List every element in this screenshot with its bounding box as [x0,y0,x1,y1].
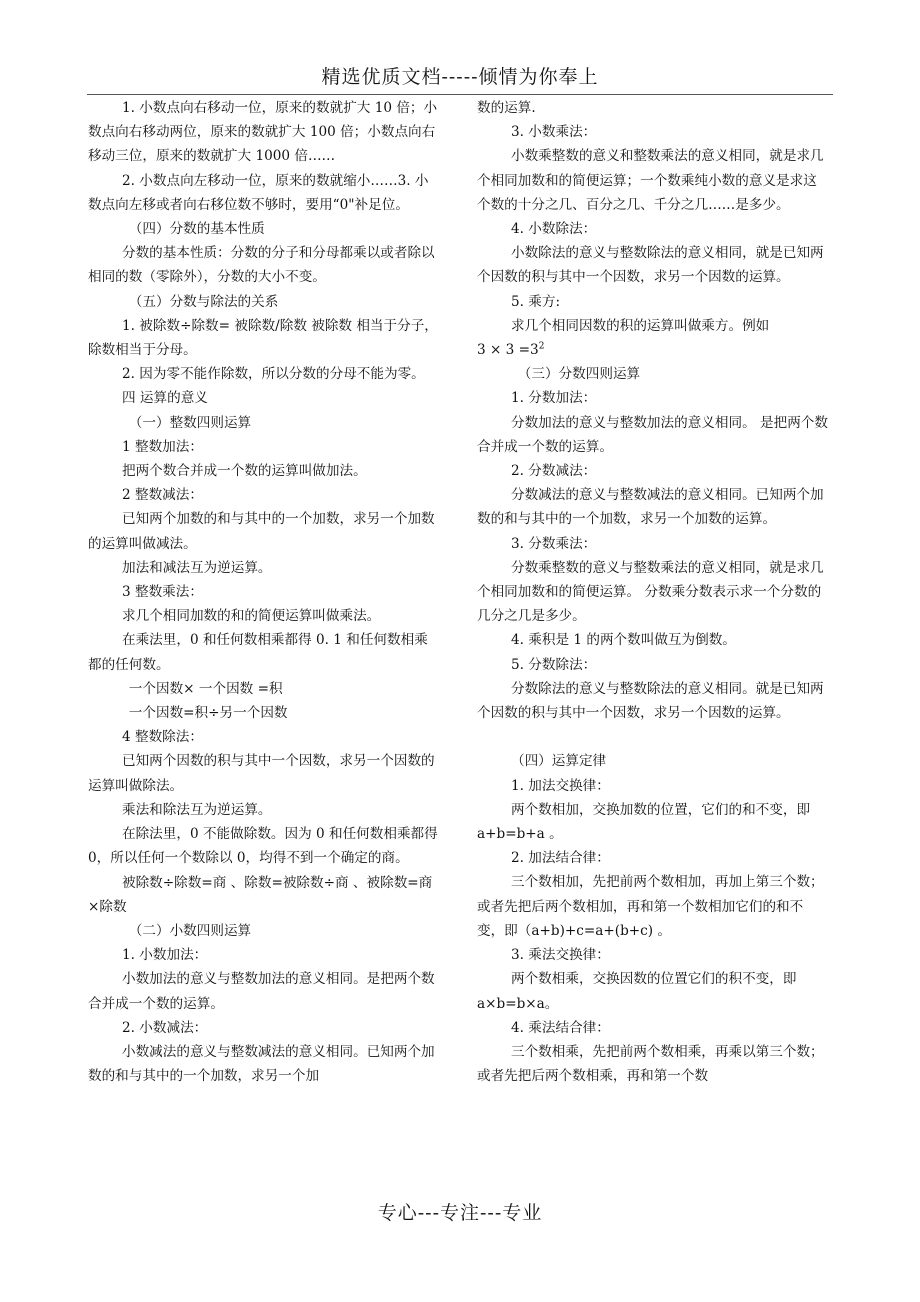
item-heading: 2. 分数减法： [511,463,597,480]
paragraph: 把两个数合并成一个数的运算叫做加法。 [122,463,367,480]
chapter-heading: 四 运算的意义 [122,390,208,407]
formula: 被除数÷除数=商 、除数=被除数÷商 、被除数=商×除数 [88,874,433,915]
paragraph: 1. 被除数÷除数= 被除数/除数 被除数 相当于分子，除数相当于分母。 [88,317,438,359]
item-heading: 5. 乘方: [511,293,561,310]
paragraph: 小数除法的意义与整数除法的意义相同，就是已知两个因数的积与其中一个因数，求另一个因数的运算。 [477,245,824,286]
formula: 一个因数=积÷另一个因数 [128,705,288,722]
paragraph: 求几个相同加数的和的简便运算叫做乘法。 [122,608,381,625]
paragraph: 两个数相加，交换加数的位置，它们的和不变，即 a+b=b+a 。 [477,801,811,843]
paragraph: 求几个相同因数的积的运算叫做乘方。例如 [511,317,770,334]
paragraph: 三个数相乘，先把前两个数相乘，再乘以第三个数；或者先把后两个数相乘，再和第一个数 [477,1043,824,1085]
section-heading: （四）分数的基本性质 [128,221,265,238]
formula-exponent: 2 [538,341,545,352]
paragraph: 2. 因为零不能作除数，所以分数的分母不能为零。 [122,366,425,383]
paragraph: 在除法里，0 不能做除数。因为 0 和任何数相乘都得 0，所以任何一个数除以 0，均得不到一个确定的商。 [88,826,438,867]
paragraph: 分数的基本性质：分数的分子和分母都乘以或者除以相同的数（零除外），分数的大小不变。 [88,245,435,286]
paragraph: 已知两个加数的和与其中的一个加数，求另一个加数的运算叫做减法。 [88,511,435,552]
item-heading: 3. 分数乘法： [511,535,597,552]
paragraph: 分数除法的意义与整数除法的意义相同。就是已知两个因数的积与其中一个因数，求另一个因数的运算。 [477,680,824,722]
paragraph: 已知两个因数的积与其中一个因数，求另一个因数的运算叫做除法。 [88,753,435,794]
paragraph: 分数减法的意义与整数减法的意义相同。已知两个加数的和与其中的一个加数，求另一个加数的运算。 [477,487,824,528]
paragraph: 乘法和除法互为逆运算。 [122,801,272,818]
left-column [88,96,440,1088]
paragraph: 1. 小数点向右移动一位，原来的数就扩大 10 倍；小数点向右移动两位，原来的数就扩大 100 倍；小数点向右移动三位，原来的数就扩大 1000 倍…… [88,100,438,165]
item-heading: 2 整数减法： [122,487,203,504]
paragraph: 小数加法的意义与整数加法的意义相同。是把两个数合并成一个数的运算。 [88,971,435,1012]
formula: 一个因数× 一个因数 =积 [128,680,283,697]
item-heading: 2. 小数减法： [122,1019,208,1036]
page-header: 精选优质文档-----倾情为你奉上 [321,66,599,88]
paragraph: 小数乘整数的意义和整数乘法的意义相同，就是求几个相同加数和的简便运算；一个数乘纯小数的意义是求这个数的十分之几、百分之几、千分之几……是多少。 [477,148,824,213]
paragraph: 加法和减法互为逆运算。 [122,559,272,576]
paragraph: 小数减法的意义与整数减法的意义相同。已知两个加数的和与其中的一个加数，求另一个加 [88,1043,435,1085]
formula-base: 3 × 3 =3 [477,342,539,359]
blank-line [477,725,829,749]
item-heading: 3. 乘法交换律： [511,947,610,964]
paragraph: 数的运算. [477,100,536,116]
section-heading: （四）运算定律 [511,753,607,770]
item-heading: 1. 加法交换律： [511,777,610,794]
section-heading: （三）分数四则运算 [517,366,641,383]
item-heading: 4. 乘法结合律： [511,1019,610,1036]
right-column [477,96,829,1088]
page-footer: 专心---专注---专业 [377,1202,543,1224]
item-heading: 3. 小数乘法： [511,124,597,141]
item-heading: 1 整数加法： [122,438,203,455]
item-heading: 1. 小数加法： [122,947,208,964]
item-heading: 4. 小数除法： [511,221,597,238]
paragraph: 在乘法里，0 和任何数相乘都得 0. 1 和任何数相乘都的任何数。 [88,632,428,673]
paragraph: 分数乘整数的意义与整数乘法的意义相同，就是求几个相同加数和的简便运算。 分数乘分数表示求一个分数的几分之几是多少。 [477,559,824,625]
paragraph: 分数加法的意义与整数加法的意义相同。 是把两个数合并成一个数的运算。 [477,414,828,455]
item-heading: 3 整数乘法： [122,584,203,601]
section-heading: （二）小数四则运算 [128,922,252,939]
item-heading: 5. 分数除法： [511,656,597,673]
paragraph: 2. 小数点向左移动一位，原来的数就缩小……3. 小数点向左移或者向右移位数不够时，要用“0"补足位。 [88,172,429,213]
section-heading: （五）分数与除法的关系 [128,293,279,310]
formula [477,338,829,362]
item-heading: 1. 分数加法： [511,390,597,407]
paragraph: 三个数相加，先把前两个数相加，再加上第三个数；或者先把后两个数相加，再和第一个数相加它们的和不变，即（a+b)+c=a+(b+c) 。 [477,874,824,939]
section-heading: （一）整数四则运算 [128,414,252,431]
item-heading: 2. 加法结合律： [511,850,610,867]
item-heading: 4 整数除法： [122,729,203,746]
header-divider [87,94,833,95]
paragraph: 两个数相乘，交换因数的位置它们的积不变，即 a×b=b×a。 [477,971,797,1012]
paragraph: 4. 乘积是 1 的两个数叫做互为倒数。 [511,632,736,649]
